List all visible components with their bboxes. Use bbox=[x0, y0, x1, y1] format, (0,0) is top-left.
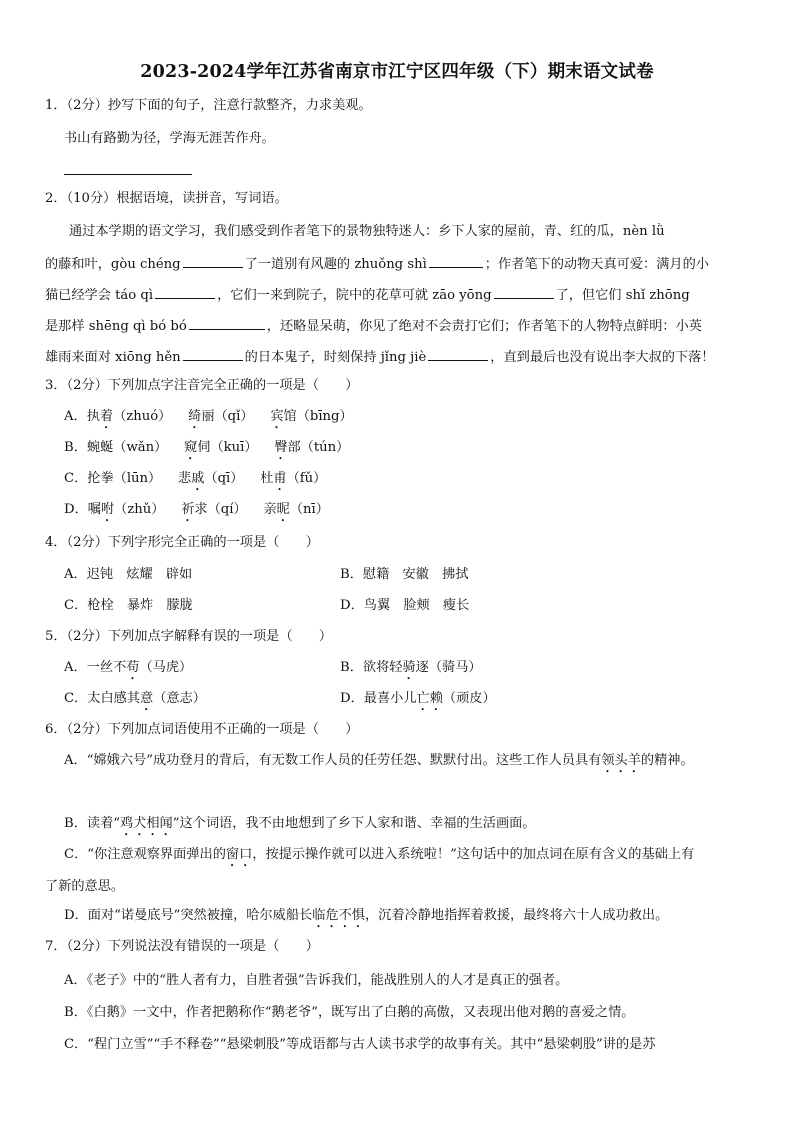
fill-blank[interactable] bbox=[428, 347, 488, 361]
question-2-text: 了一道别有风趣的 zhuǒng shì bbox=[244, 257, 427, 272]
question-1-stem: 1．（2分）抄写下面的句子，注意行款整齐，力求美观。 bbox=[45, 98, 372, 113]
fill-blank[interactable] bbox=[189, 316, 265, 330]
fill-blank[interactable] bbox=[494, 285, 554, 299]
question-1-sentence: 书山有路勤为径，学海无涯苦作舟。 bbox=[64, 131, 275, 146]
question-4-option-a[interactable]: A．迟钝 炫耀 辟如 bbox=[64, 567, 193, 582]
question-3-option-b[interactable]: B．蜿蜒（wǎn） 窥伺（kuī） 臀部（tún） bbox=[64, 440, 350, 455]
question-6-stem: 6．（2分）下列加点词语使用不正确的一项是（ ） bbox=[45, 722, 359, 737]
question-2-line-2 bbox=[45, 254, 761, 274]
question-6-option-b[interactable]: B．读着“鸡犬相闻”这个词语，我不由地想到了乡下人家和谐、幸福的生活画面。 bbox=[64, 816, 536, 831]
question-2-text: 的日本鬼子，时刻保持 jǐng jiè bbox=[244, 350, 427, 365]
question-5-option-b[interactable]: B．欲将轻骑逐（骑马） bbox=[340, 660, 482, 675]
question-2-text: 了，但它们 shǐ zhōng bbox=[555, 288, 690, 303]
question-7-stem: 7．（2分）下列说法没有错误的一项是（ ） bbox=[45, 939, 319, 954]
question-4-stem: 4．（2分）下列字形完全正确的一项是（ ） bbox=[45, 535, 319, 550]
question-4-option-d[interactable]: D．鸟翼 脸颊 瘦长 bbox=[340, 598, 470, 613]
answer-blank-line[interactable] bbox=[64, 174, 192, 175]
question-4-option-c[interactable]: C．枪栓 暴炸 朦胧 bbox=[64, 598, 193, 613]
question-3-option-c[interactable]: C．抡拳（lūn） 悲戚（qī） 杜甫（fǔ） bbox=[64, 471, 327, 486]
question-2-text: ，它们一来到院子，院中的花草可就 zāo yōng bbox=[217, 288, 492, 303]
question-6-option-a[interactable]: A．“嫦娥六号”成功登月的背后，有无数工作人员的任劳任怨、默默付出。这些工作人员具有领头羊的精神。 bbox=[64, 753, 694, 768]
question-2-line-3 bbox=[45, 285, 761, 305]
question-2-text: 雄雨来面对 xiōng hěn bbox=[45, 350, 181, 365]
fill-blank[interactable] bbox=[183, 347, 243, 361]
question-2-text: ，直到最后也没有说出李大叔的下落！ bbox=[490, 350, 715, 365]
question-4-option-b[interactable]: B．慰籍 安徽 拂拭 bbox=[340, 567, 469, 582]
question-7-option-b[interactable]: B．《白鹅》一文中，作者把鹅称作“鹅老爷”，既写出了白鹅的高傲，又表现出他对鹅的喜爱之情。 bbox=[64, 1005, 635, 1020]
question-3-stem: 3．（2分）下列加点字注音完全正确的一项是（ ） bbox=[45, 378, 359, 393]
question-5-option-a[interactable]: A．一丝不苟（马虎） bbox=[64, 660, 193, 675]
fill-blank[interactable] bbox=[155, 285, 215, 299]
question-6-option-c-cont: 了新的意思。 bbox=[45, 879, 125, 894]
question-2-line-4 bbox=[45, 316, 761, 336]
question-6-option-c[interactable]: C．“你注意观察界面弹出的窗口，按提示操作就可以进入系统啦！”这句话中的加点词在原有含义的基础上有 bbox=[64, 847, 695, 862]
question-2-text: 的藤和叶，gòu chéng bbox=[45, 257, 181, 272]
question-2-text: ；作者笔下的动物天真可爱：满月的小 bbox=[484, 257, 709, 272]
question-2-text: 是那样 shēng qì bó bó bbox=[45, 319, 187, 334]
question-2-line-1: 通过本学期的语文学习，我们感受到作者笔下的景物独特迷人：乡下人家的屋前，青、红的瓜，nèn lǜ bbox=[69, 224, 665, 239]
question-5-option-d[interactable]: D．最喜小儿亡赖（顽皮） bbox=[340, 691, 496, 706]
fill-blank[interactable] bbox=[183, 254, 243, 268]
page-title: 2023-2024学年江苏省南京市江宁区四年级（下）期末语文试卷 bbox=[140, 62, 654, 82]
question-7-option-c[interactable]: C．“程门立雪”“手不释卷”“悬梁刺股”等成语都与古人读书求学的故事有关。其中“悬梁刺股”讲的是苏 bbox=[64, 1037, 656, 1052]
question-2-text: 猫已经学会 táo qì bbox=[45, 288, 154, 303]
question-2-text: ，还略显呆萌，你见了绝对不会责打它们；作者笔下的人物特点鲜明：小英 bbox=[266, 319, 702, 334]
question-5-stem: 5．（2分）下列加点字解释有误的一项是（ ） bbox=[45, 629, 333, 644]
question-2-line-5 bbox=[45, 347, 761, 367]
question-2-stem: 2．（10分）根据语境，读拼音，写词语。 bbox=[45, 191, 288, 206]
fill-blank[interactable] bbox=[429, 254, 483, 268]
question-5-option-c[interactable]: C．太白感其意（意志） bbox=[64, 691, 206, 706]
question-6-option-d[interactable]: D．面对“诺曼底号”突然被撞，哈尔威船长临危不惧，沉着冷静地指挥着救援，最终将六十人成功救出。 bbox=[64, 908, 669, 923]
question-3-option-a[interactable]: A．执着（zhuó） 绮丽（qǐ） 宾馆（bīng） bbox=[64, 409, 353, 424]
question-7-option-a[interactable]: A．《老子》中的“胜人者有力，自胜者强”告诉我们，能战胜别人的人才是真正的强者。 bbox=[64, 973, 569, 988]
question-3-option-d[interactable]: D．嘱咐（zhǔ） 祈求（qí） 亲昵（nī） bbox=[64, 502, 329, 517]
